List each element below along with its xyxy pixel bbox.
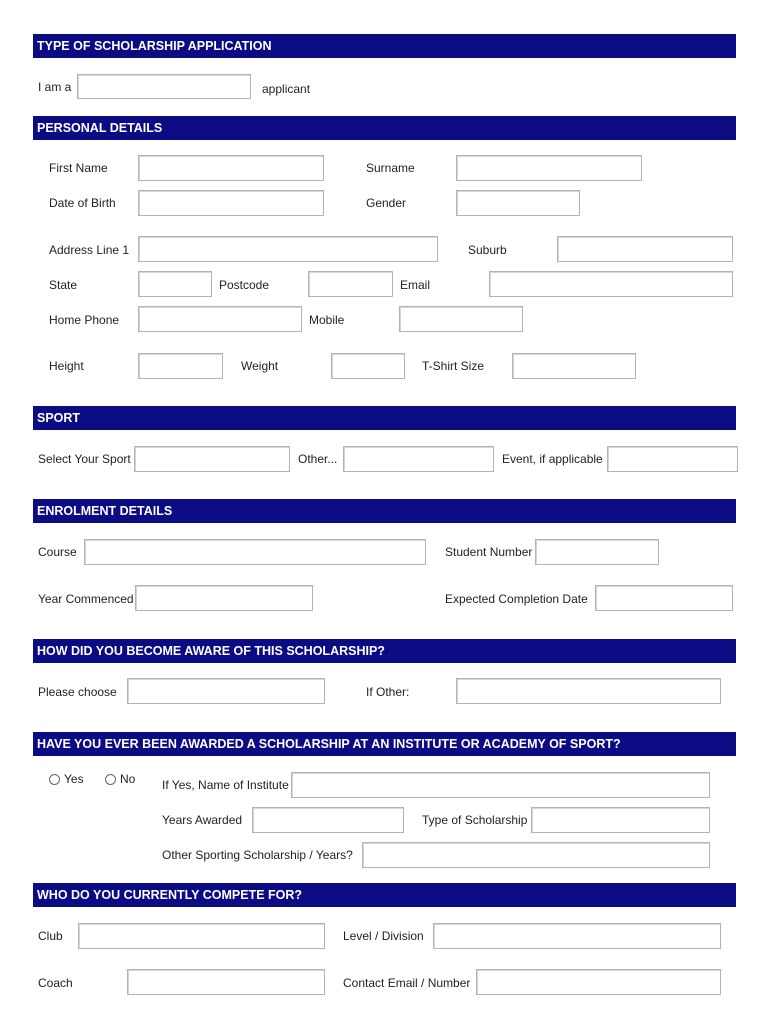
if-other-label: If Other: bbox=[366, 685, 410, 699]
section-header-aware: HOW DID YOU BECOME AWARE OF THIS SCHOLARSHIP? bbox=[33, 639, 736, 663]
select-sport-label: Select Your Sport bbox=[38, 452, 131, 466]
applicant-type-field[interactable] bbox=[77, 74, 251, 99]
state-label: State bbox=[49, 278, 78, 292]
gender-field[interactable] bbox=[456, 190, 580, 216]
course-label: Course bbox=[38, 545, 77, 559]
email-field[interactable] bbox=[489, 271, 733, 297]
student-number-label: Student Number bbox=[445, 545, 533, 559]
state-field[interactable] bbox=[138, 271, 212, 297]
event-label: Event, if applicable bbox=[502, 452, 603, 466]
student-number-field[interactable] bbox=[535, 539, 659, 565]
contact-email-number-field[interactable] bbox=[476, 969, 721, 995]
postcode-label: Postcode bbox=[219, 278, 270, 292]
expected-completion-label: Expected Completion Date bbox=[445, 592, 588, 606]
level-division-field[interactable] bbox=[433, 923, 721, 949]
suburb-label: Suburb bbox=[468, 243, 507, 257]
contact-email-number-label: Contact Email / Number bbox=[343, 976, 471, 990]
applicant-label: applicant bbox=[262, 82, 311, 96]
surname-label: Surname bbox=[366, 161, 415, 175]
event-field[interactable] bbox=[607, 446, 738, 472]
weight-field[interactable] bbox=[331, 353, 405, 379]
select-sport-field[interactable] bbox=[134, 446, 290, 472]
dob-label: Date of Birth bbox=[49, 196, 116, 210]
year-commenced-field[interactable] bbox=[135, 585, 313, 611]
type-of-scholarship-field[interactable] bbox=[531, 807, 710, 833]
course-field[interactable] bbox=[84, 539, 426, 565]
first-name-label: First Name bbox=[49, 161, 108, 175]
section-header-personal: PERSONAL DETAILS bbox=[33, 116, 736, 140]
yes-radio[interactable] bbox=[49, 774, 60, 785]
years-awarded-label: Years Awarded bbox=[162, 813, 243, 827]
please-choose-label: Please choose bbox=[38, 685, 117, 699]
i-am-a-label: I am a bbox=[38, 80, 72, 94]
address-line-1-field[interactable] bbox=[138, 236, 438, 262]
club-field[interactable] bbox=[78, 923, 325, 949]
postcode-field[interactable] bbox=[308, 271, 393, 297]
mobile-field[interactable] bbox=[399, 306, 523, 332]
section-header-type: TYPE OF SCHOLARSHIP APPLICATION bbox=[33, 34, 736, 58]
email-label: Email bbox=[400, 278, 431, 292]
level-division-label: Level / Division bbox=[343, 929, 424, 943]
sport-other-label: Other... bbox=[298, 452, 338, 466]
suburb-field[interactable] bbox=[557, 236, 733, 262]
type-of-scholarship-label: Type of Scholarship bbox=[422, 813, 528, 827]
institute-name-label: If Yes, Name of Institute bbox=[162, 778, 289, 792]
home-phone-label: Home Phone bbox=[49, 313, 120, 327]
height-field[interactable] bbox=[138, 353, 223, 379]
address-line-1-label: Address Line 1 bbox=[49, 243, 130, 257]
mobile-label: Mobile bbox=[309, 313, 345, 327]
if-other-field[interactable] bbox=[456, 678, 721, 704]
no-radio[interactable] bbox=[105, 774, 116, 785]
gender-label: Gender bbox=[366, 196, 407, 210]
home-phone-field[interactable] bbox=[138, 306, 302, 332]
section-header-sport: SPORT bbox=[33, 406, 736, 430]
height-label: Height bbox=[49, 359, 84, 373]
no-label: No bbox=[120, 772, 136, 786]
years-awarded-field[interactable] bbox=[252, 807, 404, 833]
other-sporting-scholarship-field[interactable] bbox=[362, 842, 710, 868]
other-sporting-scholarship-label: Other Sporting Scholarship / Years? bbox=[162, 848, 353, 862]
club-label: Club bbox=[38, 929, 63, 943]
dob-field[interactable] bbox=[138, 190, 324, 216]
please-choose-field[interactable] bbox=[127, 678, 325, 704]
yes-label: Yes bbox=[64, 772, 84, 786]
section-header-compete: WHO DO YOU CURRENTLY COMPETE FOR? bbox=[33, 883, 736, 907]
tshirt-size-field[interactable] bbox=[512, 353, 636, 379]
sport-other-field[interactable] bbox=[343, 446, 494, 472]
expected-completion-field[interactable] bbox=[595, 585, 733, 611]
coach-field[interactable] bbox=[127, 969, 325, 995]
year-commenced-label: Year Commenced bbox=[38, 592, 134, 606]
institute-name-field[interactable] bbox=[291, 772, 710, 798]
tshirt-size-label: T-Shirt Size bbox=[422, 359, 485, 373]
coach-label: Coach bbox=[38, 976, 73, 990]
section-header-awarded: HAVE YOU EVER BEEN AWARDED A SCHOLARSHIP AT AN INSTITUTE OR ACADEMY OF SPORT? bbox=[33, 732, 736, 756]
weight-label: Weight bbox=[241, 359, 279, 373]
section-header-enrolment: ENROLMENT DETAILS bbox=[33, 499, 736, 523]
first-name-field[interactable] bbox=[138, 155, 324, 181]
surname-field[interactable] bbox=[456, 155, 642, 181]
